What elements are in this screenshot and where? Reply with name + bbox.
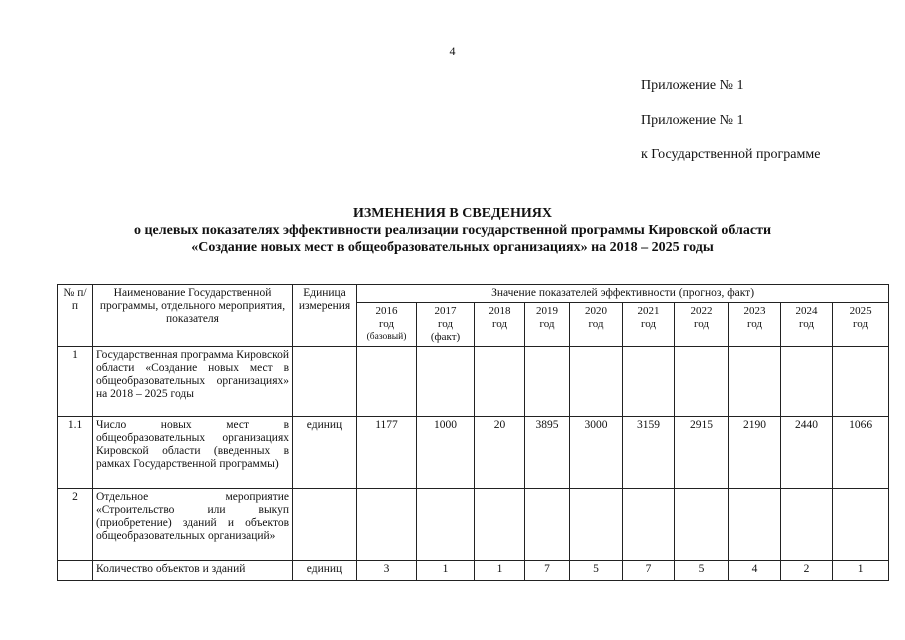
row-name: Количество объектов и зданий [93,561,293,581]
row-num: 2 [58,489,93,561]
row-value [475,489,525,561]
year-header: 2023 год [729,303,781,347]
row-unit [293,489,357,561]
row-value: 1 [833,561,889,581]
row-num [58,561,93,581]
row-value [729,489,781,561]
row-value [357,489,417,561]
row-value [417,489,475,561]
header-num: № п/п [58,285,93,347]
row-value [675,347,729,417]
row-value: 2 [781,561,833,581]
row-name: Государственная программа Кировской области «Создание новых мест в общеобразовательных организациях» на 2018 – 2025 годы [93,347,293,417]
row-value: 5 [570,561,623,581]
row-unit: единиц [293,417,357,489]
row-value: 3895 [525,417,570,489]
appendix-line-3: к Государственной программе [641,147,821,162]
heading-line-2: о целевых показателях эффективности реализации государственной программы Кировской области [133,223,772,238]
year-header: 2022 год [675,303,729,347]
row-value: 1 [475,561,525,581]
table-row [58,561,889,581]
indicators-table [57,284,889,581]
row-value [570,489,623,561]
row-num: 1.1 [58,417,93,489]
row-value [623,489,675,561]
row-value [417,347,475,417]
row-value [833,489,889,561]
header-name: Наименование Государственной программы, отдельного мероприятия, показателя [93,285,293,347]
year-header: 2020 год [570,303,623,347]
row-value: 3000 [570,417,623,489]
row-unit: единиц [293,561,357,581]
row-value: 1000 [417,417,475,489]
page-number: 4 [449,44,456,58]
row-value [357,347,417,417]
header-unit: Единица измерения [293,285,357,347]
row-value: 1 [417,561,475,581]
row-name: Отдельное мероприятие «Строительство или выкуп (приобретение) зданий и объектов общеобразовательных организаций» [93,489,293,561]
year-header: 2025 год [833,303,889,347]
row-value: 2190 [729,417,781,489]
row-value: 1066 [833,417,889,489]
row-value [833,347,889,417]
row-value [475,347,525,417]
appendix-line-1: Приложение № 1 [641,78,744,93]
document-heading [0,205,905,256]
row-value: 4 [729,561,781,581]
row-unit [293,347,357,417]
table-row [58,489,889,561]
header-row-1 [58,285,889,303]
header-values: Значение показателей эффективности (прогноз, факт) [357,285,889,303]
heading-line-1: ИЗМЕНЕНИЯ В СВЕДЕНИЯХ [352,206,553,221]
year-header: 2016 год (базовый) [357,303,417,347]
year-header: 2021 год [623,303,675,347]
row-value: 5 [675,561,729,581]
row-value [525,489,570,561]
row-value: 2440 [781,417,833,489]
row-value: 20 [475,417,525,489]
row-value [781,489,833,561]
row-value [623,347,675,417]
row-value [729,347,781,417]
table-row [58,347,889,417]
row-value [525,347,570,417]
year-header: 2018 год [475,303,525,347]
row-value: 3 [357,561,417,581]
row-value: 2915 [675,417,729,489]
row-num: 1 [58,347,93,417]
row-value: 3159 [623,417,675,489]
appendix-line-2: Приложение № 1 [641,113,744,128]
year-header: 2017 год (факт) [417,303,475,347]
year-header: 2019 год [525,303,570,347]
row-value [675,489,729,561]
row-name: Число новых мест в общеобразовательных организациях Кировской области (введенных в рамках Государственной программы) [93,417,293,489]
row-value [570,347,623,417]
table-row [58,417,889,489]
row-value: 7 [623,561,675,581]
row-value [781,347,833,417]
row-value: 7 [525,561,570,581]
year-header: 2024 год [781,303,833,347]
row-value: 1177 [357,417,417,489]
heading-line-3: «Создание новых мест в общеобразовательных организациях» на 2018 – 2025 годы [191,240,714,255]
